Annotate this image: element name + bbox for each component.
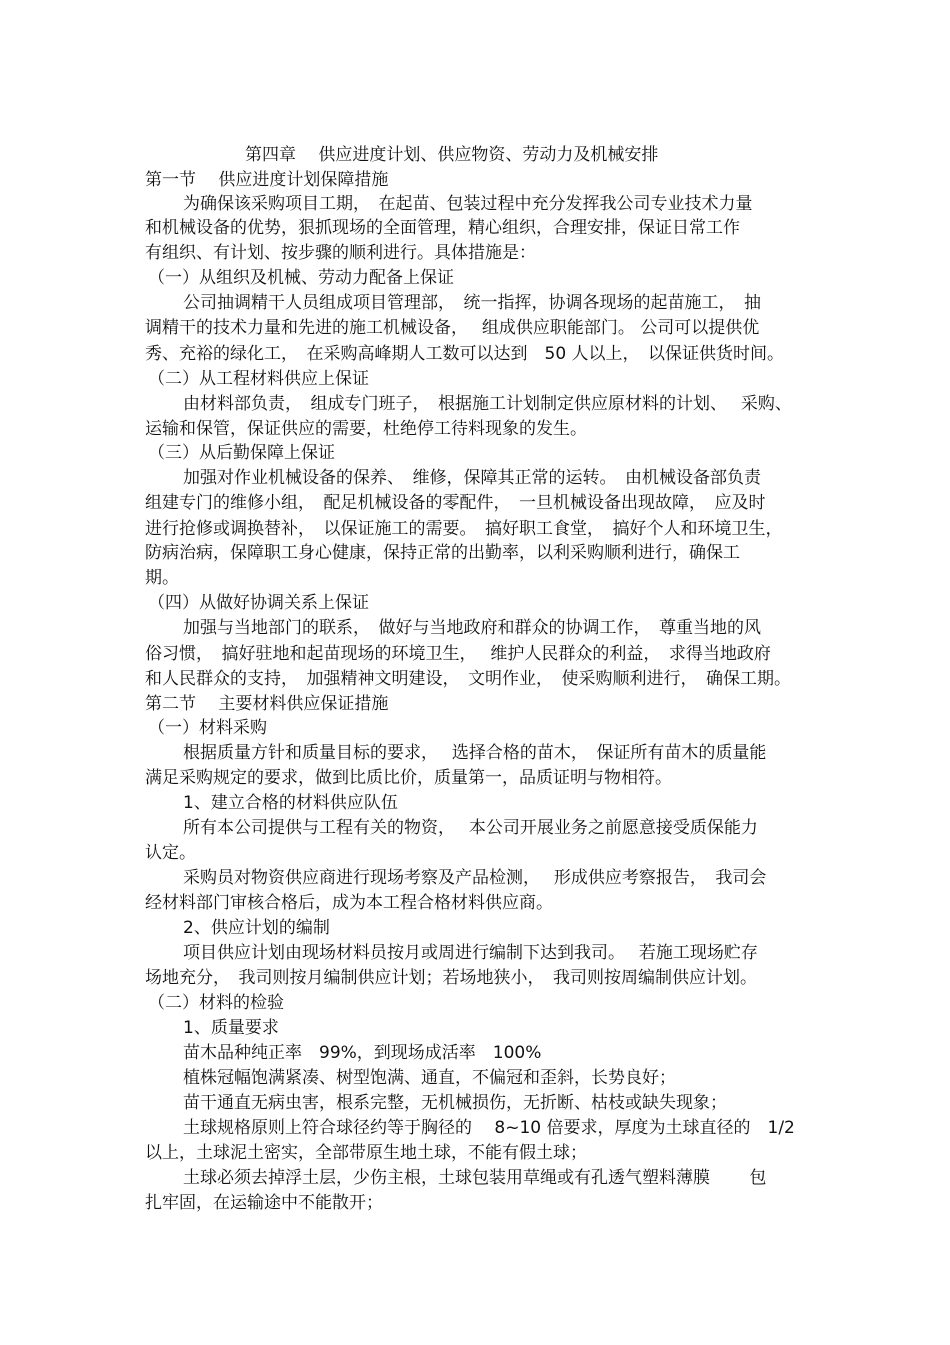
paragraph-line: 加强对作业机械设备的保养、 维修，保障其正常的运转。 由机械设备部负责 — [183, 468, 761, 488]
paragraph-line: 经材料部门审核合格后，成为本工程合格材料供应商。 — [145, 893, 553, 913]
paragraph-line: 苗木品种纯正率 99%，到现场成活率 100% — [183, 1043, 542, 1063]
paragraph-line: 植株冠幅饱满紧凑、树型饱满、通直，不偏冠和歪斜，长势良好； — [183, 1068, 676, 1088]
paragraph-line: 土球必须去掉浮土层，少伤主根，土球包装用草绳或有孔透气塑料薄膜 包 — [183, 1168, 767, 1188]
paragraph-line: 采购员对物资供应商进行现场考察及产品检测， 形成供应考察报告， 我司会 — [183, 868, 767, 888]
paragraph-line: 所有本公司提供与工程有关的物资， 本公司开展业务之前愿意接受质保能力 — [183, 818, 758, 838]
paragraph-line: 防病治病，保障职工身心健康，保持正常的出勤率，以利采购顺利进行，确保工 — [145, 543, 740, 563]
paragraph-line: 公司抽调精干人员组成项目管理部， 统一指挥，协调各现场的起苗施工， 抽 — [183, 293, 761, 313]
paragraph-line: 由材料部负责， 组成专门班子， 根据施工计划制定供应原材料的计划、 采购、 — [183, 394, 792, 414]
paragraph-line: 进行抢修或调换替补， 以保证施工的需要。 搞好职工食堂， 搞好个人和环境卫生， — [145, 519, 783, 539]
section-heading: 第一节 供应进度计划保障措施 — [145, 170, 389, 190]
paragraph-line: 俗习惯， 搞好驻地和起苗现场的环境卫生， 维护人民群众的利益， 求得当地政府 — [145, 644, 771, 664]
paragraph-line: 满足采购规定的要求，做到比质比价，质量第一，品质证明与物相符。 — [145, 768, 672, 788]
paragraph-line: 和机械设备的优势，狠抓现场的全面管理，精心组织，合理安排，保证日常工作 — [145, 218, 740, 238]
subsection-heading: （二）从工程材料供应上保证 — [148, 369, 369, 389]
paragraph-line: 秀、充裕的绿化工， 在采购高峰期人工数可以达到 50 人以上， 以保证供货时间。 — [145, 344, 785, 364]
paragraph-line: 土球规格原则上符合球径约等于胸径的 8~10 倍要求，厚度为土球直径的 1/2 — [183, 1118, 795, 1138]
paragraph-line: 苗干通直无病虫害，根系完整，无机械损伤，无折断、枯枝或缺失现象； — [183, 1093, 727, 1113]
paragraph-line: 扎牢固，在运输途中不能散开； — [145, 1193, 383, 1213]
subsection-heading: （一）材料采购 — [148, 718, 267, 738]
paragraph-line: 组建专门的维修小组， 配足机械设备的零配件， 一旦机械设备出现故障， 应及时 — [145, 493, 766, 513]
paragraph-line: 场地充分， 我司则按月编制供应计划；若场地狭小， 我司则按周编制供应计划。 — [145, 968, 757, 988]
paragraph-line: 项目供应计划由现场材料员按月或周进行编制下达到我司。 若施工现场贮存 — [183, 943, 758, 963]
chapter-title: 第四章 供应进度计划、供应物资、劳动力及机械安排 — [245, 145, 659, 165]
paragraph-line: 以上，土球泥土密实，全部带原生地土球，不能有假土球； — [145, 1143, 587, 1163]
numbered-heading: 1、质量要求 — [183, 1018, 279, 1038]
section-heading: 第二节 主要材料供应保证措施 — [145, 694, 389, 714]
paragraph-line: 认定。 — [145, 843, 196, 863]
paragraph-line: 为确保该采购项目工期， 在起苗、包装过程中充分发挥我公司专业技术力量 — [183, 194, 753, 214]
subsection-heading: （三）从后勤保障上保证 — [148, 443, 335, 463]
subsection-heading: （一）从组织及机械、劳动力配备上保证 — [148, 268, 454, 288]
numbered-heading: 2、供应计划的编制 — [183, 918, 330, 938]
numbered-heading: 1、建立合格的材料供应队伍 — [183, 793, 398, 813]
paragraph-line: 根据质量方针和质量目标的要求， 选择合格的苗木， 保证所有苗木的质量能 — [183, 743, 767, 763]
paragraph-line: 加强与当地部门的联系， 做好与当地政府和群众的协调工作， 尊重当地的风 — [183, 618, 761, 638]
subsection-heading: （四）从做好协调关系上保证 — [148, 593, 369, 613]
paragraph-line: 调精干的技术力量和先进的施工机械设备， 组成供应职能部门。 公司可以提供优 — [145, 318, 760, 338]
subsection-heading: （二）材料的检验 — [148, 993, 284, 1013]
paragraph-line: 期。 — [145, 568, 179, 588]
paragraph-line: 和人民群众的支持， 加强精神文明建设， 文明作业， 使采购顺利进行， 确保工期。 — [145, 669, 791, 689]
paragraph-line: 有组织、有计划、按步骤的顺利进行。具体措施是： — [145, 243, 536, 263]
paragraph-line: 运输和保管，保证供应的需要，杜绝停工待料现象的发生。 — [145, 419, 587, 439]
